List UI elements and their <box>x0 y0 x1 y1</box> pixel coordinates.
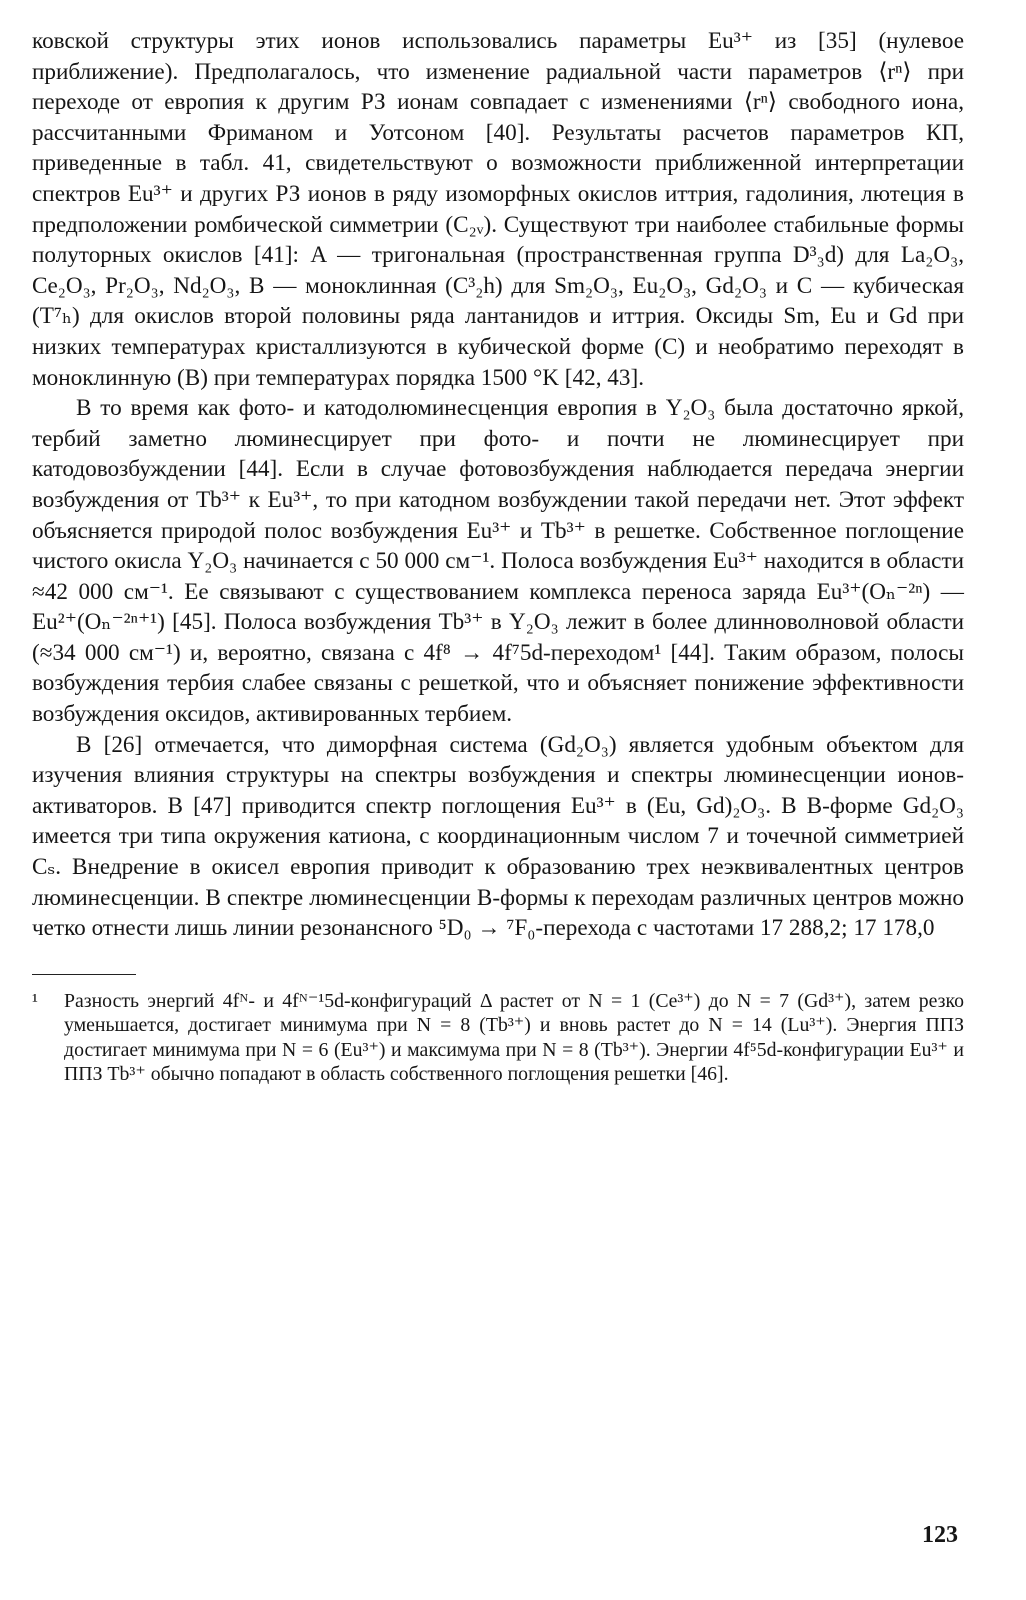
page-number: 123 <box>922 1522 958 1548</box>
footnote <box>32 989 964 1087</box>
book-page <box>32 26 964 1566</box>
paragraph-continued: ковской структуры этих ионов использовались параметры Eu³⁺ из [35] (нулевое приближение). Предполагалось, что изменение радиальной части параметров ⟨rⁿ⟩ при переходе от европия к другим РЗ ионам совпадает с изменениями ⟨rⁿ⟩ свободного иона, рассчитанными Фриманом и Уотсоном [40]. Результаты расчетов параметров КП, приведенные в табл. 41, свидетельствуют о возможности приближенной интерпретации спектров Eu³⁺ и других РЗ ионов в ряду изоморфных окислов иттрия, гадолиния, лютеция в предположении ромбической симметрии (C₂ᵥ). Существуют три наиболее стабильные формы полуторных окислов [41]: A — тригональная (пространственная группа D³₃d) для La₂O₃, Ce₂O₃, Pr₂O₃, Nd₂O₃, B — моноклинная (C³₂h) для Sm₂O₃, Eu₂O₃, Gd₂O₃ и C — кубическая (T⁷ₕ) для окислов второй половины ряда лантанидов и иттрия. Оксиды Sm, Eu и Gd при низких температурах кристаллизуются в кубической форме (C) и необратимо переходят в моноклинную (B) при температурах порядка 1500 °K [42, 43]. <box>32 28 964 391</box>
paragraph-dimorphic-system: В [26] отмечается, что диморфная система (Gd₂O₃) является удобным объектом для изучения влияния структуры на спектры возбуждения и спектры люминесценции ионов-активаторов. В [47] приводится спектр поглощения Eu³⁺ в (Eu, Gd)₂O₃. В B-форме Gd₂O₃ имеется три типа окружения катиона, с координационным числом 7 и точечной симметрией Cₛ. Внедрение в окисел европия приводит к образованию трех неэквивалентных центров люминесценции. В спектре люминесценции B-формы к переходам различных центров можно четко отнести лишь линии резонансного ⁵D₀ → ⁷F₀-перехода с частотами 17 288,2; 17 178,0 <box>32 731 964 942</box>
footnote-mark: ¹ <box>32 989 38 1012</box>
footnote-text: Разность энергий 4fᴺ- и 4fᴺ⁻¹5d-конфигураций Δ растет от N = 1 (Ce³⁺) до N = 7 (Gd³⁺), затем резко уменьшается, достигает минимума при N = 8 (Tb³⁺) и вновь растет до N = 14 (Lu³⁺). Энергия ППЗ достигает минимума при N = 6 (Eu³⁺) и максимума при N = 8 (Tb³⁺). Энергии 4f⁵5d-конфигурации Eu³⁺ и ППЗ Tb³⁺ обычно попадают в область собственного поглощения решетки [46]. <box>64 989 964 1086</box>
paragraph-luminescence: В то время как фото- и катодолюминесценция европия в Y₂O₃ была достаточно яркой, тербий заметно люминесцирует при фото- и почти не люминесцирует при катодовозбуждении [44]. Если в случае фотовозбуждения наблюдается передача энергии возбуждения от Tb³⁺ к Eu³⁺, то при катодном возбуждении такой передачи нет. Этот эффект объясняется природой полос возбуждения Eu³⁺ и Tb³⁺ в решетке. Собственное поглощение чистого окисла Y₂O₃ начинается с 50 000 см⁻¹. Полоса возбуждения Eu³⁺ находится в области ≈42 000 см⁻¹. Ее связывают с существованием комплекса переноса заряда Eu³⁺(Oₙ⁻²ⁿ) — Eu²⁺(Oₙ⁻²ⁿ⁺¹) [45]. Полоса возбуждения Tb³⁺ в Y₂O₃ лежит в более длинноволновой области (≈34 000 см⁻¹) и, вероятно, связана с 4f⁸ → 4f⁷5d-переходом¹ [44]. Таким образом, полосы возбуждения тербия слабее связаны с решеткой, что и объясняет понижение эффективности возбуждения оксидов, активированных тербием. <box>32 395 964 728</box>
footnote-divider <box>32 974 136 975</box>
